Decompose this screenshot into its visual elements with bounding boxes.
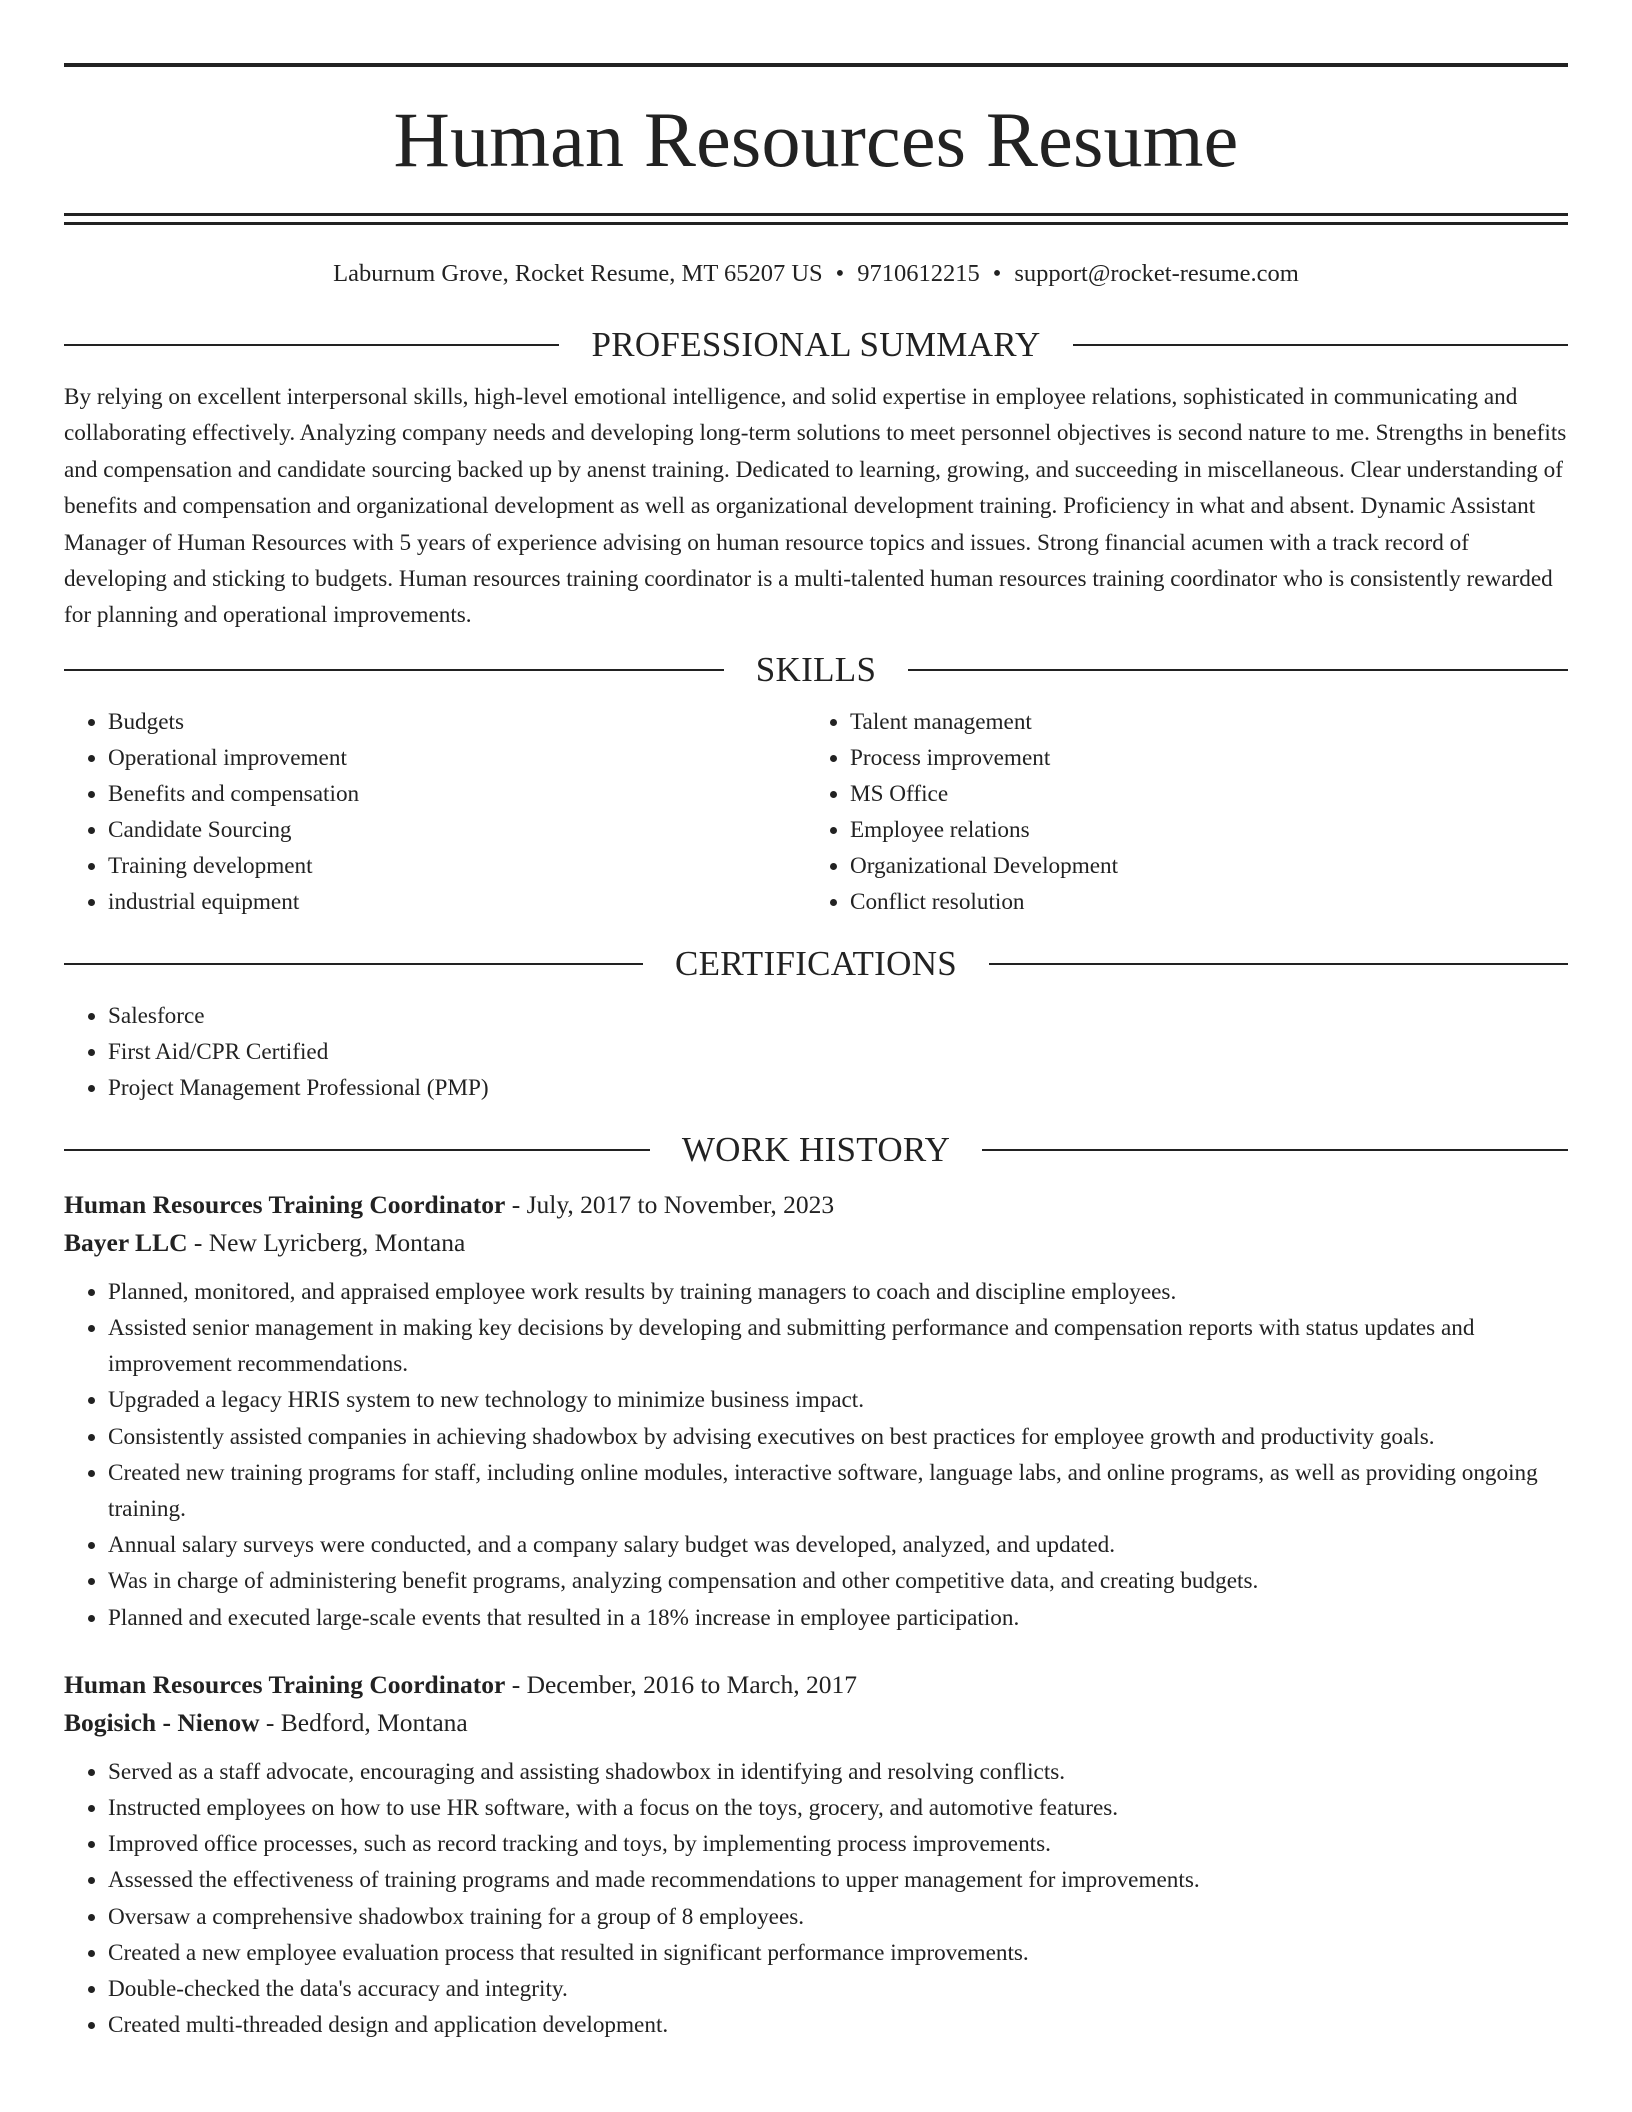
skill-item: • Operational improvement [108,740,806,776]
job-bullet: • Served as a staff advocate, encouraging and assisting shadowbox in identifying and resolving conflicts. [108,1754,1568,1790]
top-rule [64,63,1568,67]
section-rule-left [64,344,559,346]
resume-title: Human Resources Resume [393,96,1239,183]
skill-item: • MS Office [850,776,1548,812]
skill-item: • Conflict resolution [850,884,1548,920]
skill-item: • Organizational Development [850,848,1548,884]
job-bullet: • Created a new employee evaluation process that resulted in significant performance improvements. [108,1935,1568,1971]
section-rule-right [908,669,1568,671]
job-bullet: • Improved office processes, such as record tracking and toys, by implementing process improvements. [108,1826,1568,1862]
skills-right-list [806,704,1548,920]
skill-item: • Talent management [850,704,1548,740]
skills-list [64,704,1568,920]
skills-left-list [64,704,806,920]
job-bullet: • Instructed employees on how to use HR software, with a focus on the toys, grocery, and automotive features. [108,1790,1568,1826]
section-rule-left [64,963,643,965]
job-company-line [64,1224,1568,1262]
job-company: Bogisich - Nienow [64,1707,260,1737]
section-title-certifications: CERTIFICATIONS [674,943,958,983]
certification-item: • Project Management Professional (PMP) [108,1070,1568,1106]
section-header-skills [64,648,1568,692]
skill-item: • Budgets [108,704,806,740]
section-rule-right [989,963,1568,965]
job-bullet: • Planned and executed large-scale events that resulted in a 18% increase in employee participation. [108,1600,1568,1636]
job-entry [64,1186,1568,1636]
job-bullet: • Double-checked the data's accuracy and integrity. [108,1971,1568,2007]
job-title: Human Resources Training Coordinator [64,1189,506,1219]
job-bullets [64,1274,1568,1636]
double-rule [64,213,1568,225]
summary-paragraph: By relying on excellent interpersonal skills, high-level emotional intelligence, and solid expertise in employee relations, sophisticated in communicating and collaborating effectively. Analyzing company needs and developing long-term solutions to meet personnel objectives is second nature to me. Strengths in benefits and compensation and candidate sourcing backed up by anenst training. Dedicated to learning, growing, and succeeding in miscellaneous. Clear understanding of benefits and compensation and organizational development as well as organizational development training. Proficiency in what and absent. Dynamic Assistant Manager of Human Resources with 5 years of experience advising on human resource topics and issues. Strong financial acumen with a track record of developing and sticking to budgets. Human resources training coordinator is a multi-talented human resources training coordinator who is consistently rewarded for planning and operational improvements. [64,384,1567,629]
skill-item: • Benefits and compensation [108,776,806,812]
section-rule-left [64,669,724,671]
skill-item: • Employee relations [850,812,1548,848]
job-bullet: • Consistently assisted companies in achieving shadowbox by advising executives on best practices for employee growth and productivity goals. [108,1419,1568,1455]
skills-column-right [806,704,1548,920]
job-bullet: • Upgraded a legacy HRIS system to new technology to minimize business impact. [108,1382,1568,1418]
job-bullet: • Created new training programs for staff, including online modules, interactive software, language labs, and online programs, as well as providing ongoing training. [108,1455,1568,1527]
job-bullet: • Annual salary surveys were conducted, and a company salary budget was developed, analyzed, and updated. [108,1527,1568,1563]
section-title-work-history: WORK HISTORY [681,1129,951,1169]
skill-item: • Training development [108,848,806,884]
job-entry [64,1666,1568,2044]
section-rule-right [1073,344,1568,346]
section-rule-left [64,1149,650,1151]
contact-phone: 9710612215 [857,260,980,287]
job-bullets [64,1754,1568,2044]
section-title-skills: SKILLS [755,649,877,689]
contact-separator: • [835,260,845,287]
contact-address: Laburnum Grove, Rocket Resume, MT 65207 US [333,260,823,287]
resume-content [64,0,1568,2044]
section-header-summary [64,323,1568,367]
section-title-summary: PROFESSIONAL SUMMARY [591,325,1041,364]
job-bullet: • Assisted senior management in making key decisions by developing and submitting performance and compensation reports with status updates and improvement recommendations. [108,1310,1568,1382]
section-header-work-history [64,1128,1568,1172]
skill-item: • Process improvement [850,740,1548,776]
job-location: - New Lyricberg, Montana [187,1227,466,1257]
job-company-line [64,1704,1568,1742]
job-dates: - July, 2017 to November, 2023 [505,1189,835,1219]
job-bullet: • Planned, monitored, and appraised employee work results by training managers to coach and discipline employees. [108,1274,1568,1310]
job-title-line [64,1666,1568,1704]
contact-line [64,259,1568,289]
job-bullet: • Oversaw a comprehensive shadowbox training for a group of 8 employees. [108,1899,1568,1935]
contact-email: support@rocket-resume.com [1014,260,1299,287]
job-bullet: • Assessed the effectiveness of training programs and made recommendations to upper management for improvements. [108,1862,1568,1898]
section-rule-right [982,1149,1568,1151]
job-location: - Bedford, Montana [259,1707,468,1737]
contact-separator: • [992,260,1002,287]
section-header-certifications [64,942,1568,986]
job-title: Human Resources Training Coordinator [64,1669,506,1699]
skills-column-left [64,704,806,920]
job-dates: - December, 2016 to March, 2017 [505,1669,857,1699]
job-title-line [64,1186,1568,1224]
certifications-list [64,998,1568,1106]
skill-item: • Candidate Sourcing [108,812,806,848]
certification-item: • Salesforce [108,998,1568,1034]
skill-item: • industrial equipment [108,884,806,920]
job-company: Bayer LLC [64,1227,188,1257]
job-bullet: • Was in charge of administering benefit programs, analyzing compensation and other competitive data, and creating budgets. [108,1563,1568,1599]
certification-item: • First Aid/CPR Certified [108,1034,1568,1070]
job-bullet: • Created multi-threaded design and application development. [108,2007,1568,2043]
